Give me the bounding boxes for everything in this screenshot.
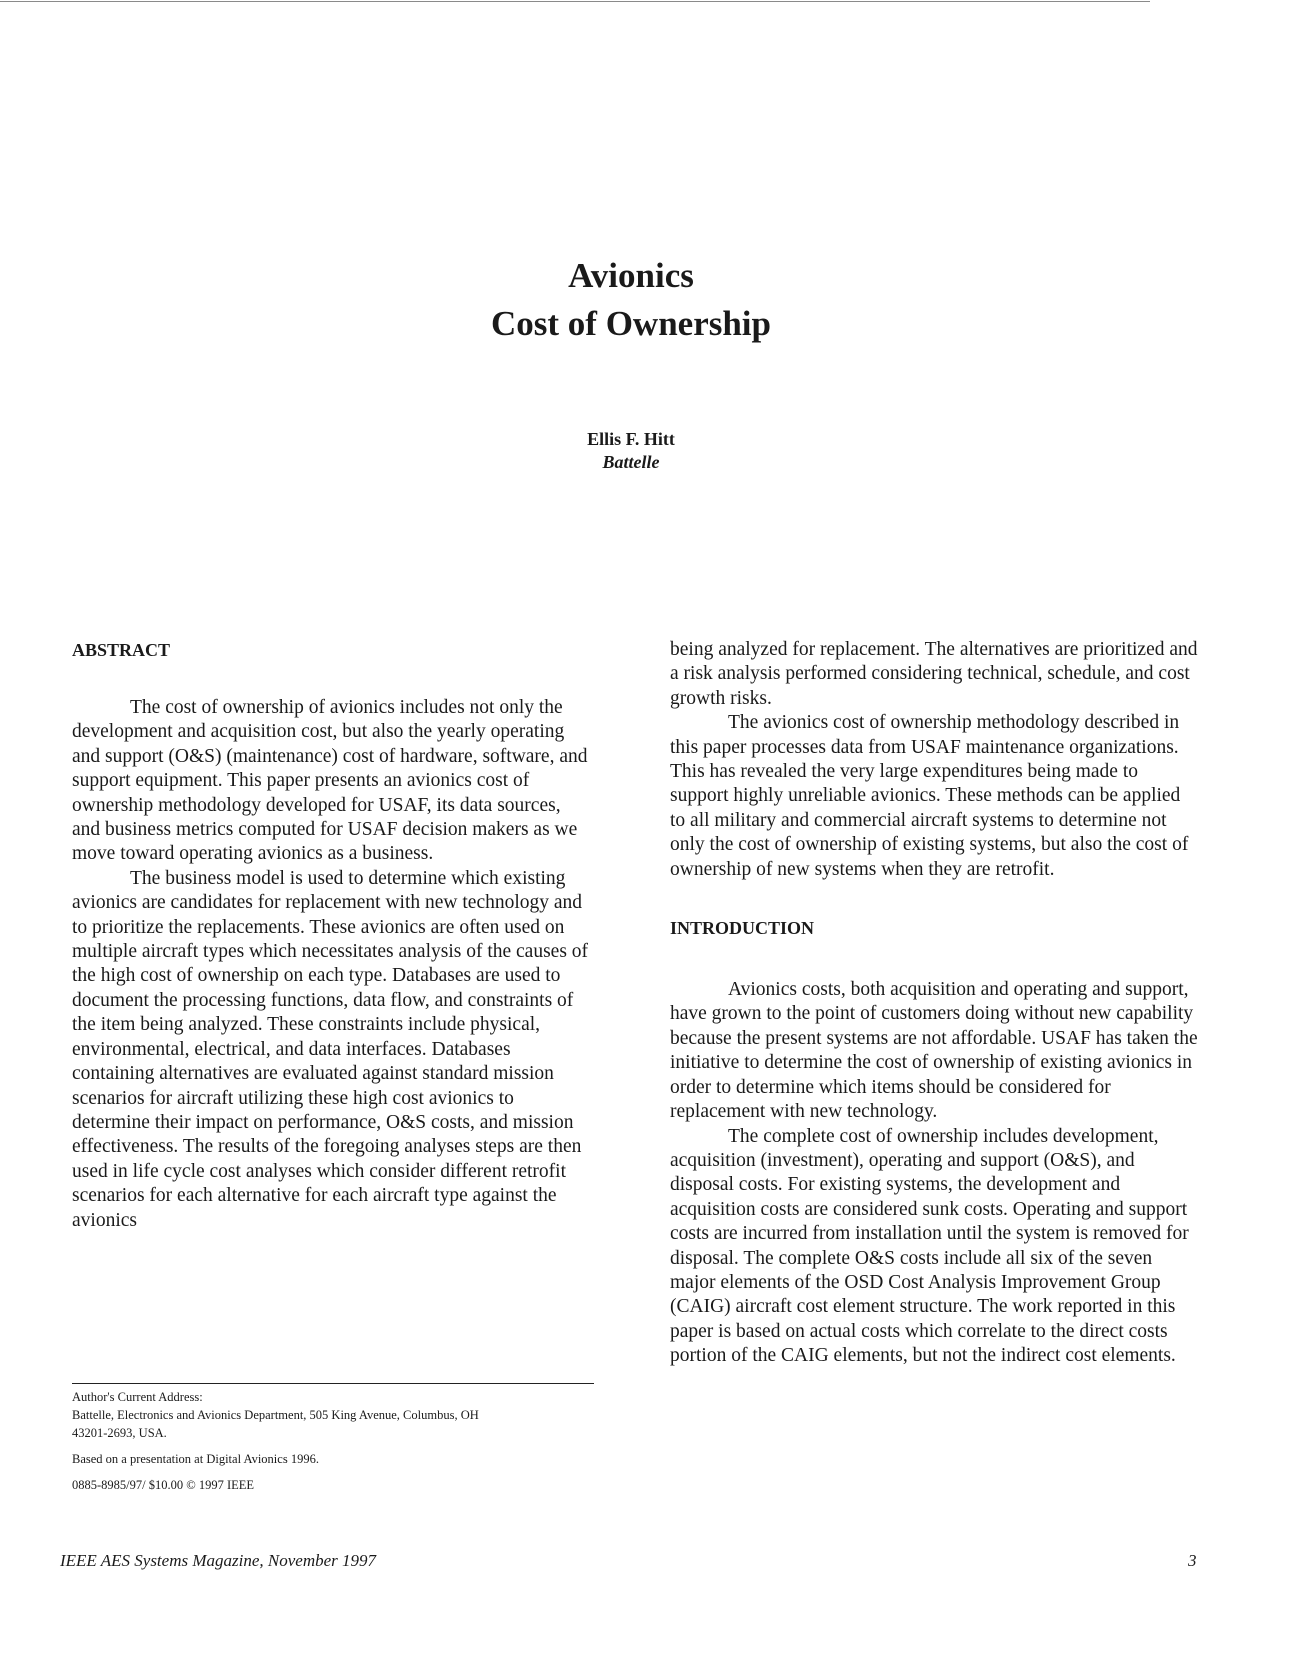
abstract-paragraph-1: The cost of ownership of avionics includes not only the development and acquisition cost, but also the yearly operating and support (O&S) (maintenance) cost of hardware, software, and support equipment. This paper presents an avionics cost of ownership methodology developed for USAF, its data sources, and business metrics computed for USAF decision makers as we move toward operating avionics as a business. bbox=[72, 697, 588, 865]
abstract-paragraph-2: The business model is used to determine which existing avionics are candidates for replacement with new technology and to prioritize the replacements. These avionics are often used on multiple aircraft types which necessitates analysis of the causes of the high cost of ownership on each type. Databases are used to document the processing functions, data flow, and constraints of the item being analyzed. These constraints include physical, environmental, electrical, and data interfaces. Databases containing alternatives are evaluated against standard mission scenarios for aircraft utilizing these high cost avionics to determine their impact on performance, O&S costs, and mission effectiveness. The results of the foregoing analyses steps are then used in life cycle cost analyses which consider different retrofit scenarios for each alternative for each aircraft type against the avionics bbox=[72, 867, 589, 1231]
left-column bbox=[72, 638, 592, 1233]
footnote-address-label: Author's Current Address: bbox=[72, 1390, 203, 1404]
introduction-paragraph-2: The complete cost of ownership includes development, acquisition (investment), operating and support (O&S), and disposal costs. For existing systems, the development and acquisition costs are considered sunk costs. Operating and support costs are incurred from installation until the system is removed for disposal. The complete O&S costs include all six of the seven major elements of the OSD Cost Analysis Improvement Group (CAIG) aircraft cost element structure. The work reported in this paper is based on actual costs which correlate to the direct costs portion of the CAIG elements, but not the indirect cost elements. bbox=[670, 1125, 1189, 1367]
footnote-address-line-2: 43201-2693, USA. bbox=[72, 1426, 167, 1440]
footnote-copyright: 0885-8985/97/ $10.00 © 1997 IEEE bbox=[72, 1478, 255, 1492]
author-affiliation: Battelle bbox=[602, 452, 660, 472]
footnotes bbox=[72, 1388, 592, 1494]
right-column bbox=[670, 638, 1200, 1369]
top-rule bbox=[0, 1, 1150, 2]
introduction-heading: INTRODUCTION bbox=[670, 918, 815, 939]
footnote-rule bbox=[72, 1383, 594, 1384]
author-block bbox=[430, 428, 832, 474]
author-name: Ellis F. Hitt bbox=[587, 429, 675, 449]
footnote-presentation: Based on a presentation at Digital Avionics 1996. bbox=[72, 1452, 319, 1466]
introduction-paragraph-1: Avionics costs, both acquisition and operating and support, have grown to the point of customers doing without new capability because the present systems are not affordable. USAF has taken the initiative to determine the cost of ownership of existing avionics in order to determine which items should be considered for replacement with new technology. bbox=[670, 979, 1198, 1123]
abstract-paragraph-2-continued: being analyzed for replacement. The alternatives are prioritized and a risk analysis performed considering technical, schedule, and cost growth risks. bbox=[670, 639, 1198, 709]
footnote-address-line-1: Battelle, Electronics and Avionics Department, 505 King Avenue, Columbus, OH bbox=[72, 1408, 479, 1422]
abstract-paragraph-3: The avionics cost of ownership methodology described in this paper processes data from USAF maintenance organizations. This has revealed the very large expenditures being made to support highly unreliable avionics. These methods can be applied to all military and commercial aircraft systems to determine not only the cost of ownership of existing systems, but also the cost of ownership of new systems when they are retrofit. bbox=[670, 712, 1189, 880]
page-number: 3 bbox=[1188, 1551, 1197, 1570]
title-block bbox=[300, 252, 962, 348]
abstract-heading: ABSTRACT bbox=[72, 640, 171, 660]
footer-journal: IEEE AES Systems Magazine, November 1997 bbox=[60, 1551, 377, 1570]
page-title-line-2: Cost of Ownership bbox=[490, 304, 772, 343]
page-title-line-1: Avionics bbox=[568, 256, 694, 295]
